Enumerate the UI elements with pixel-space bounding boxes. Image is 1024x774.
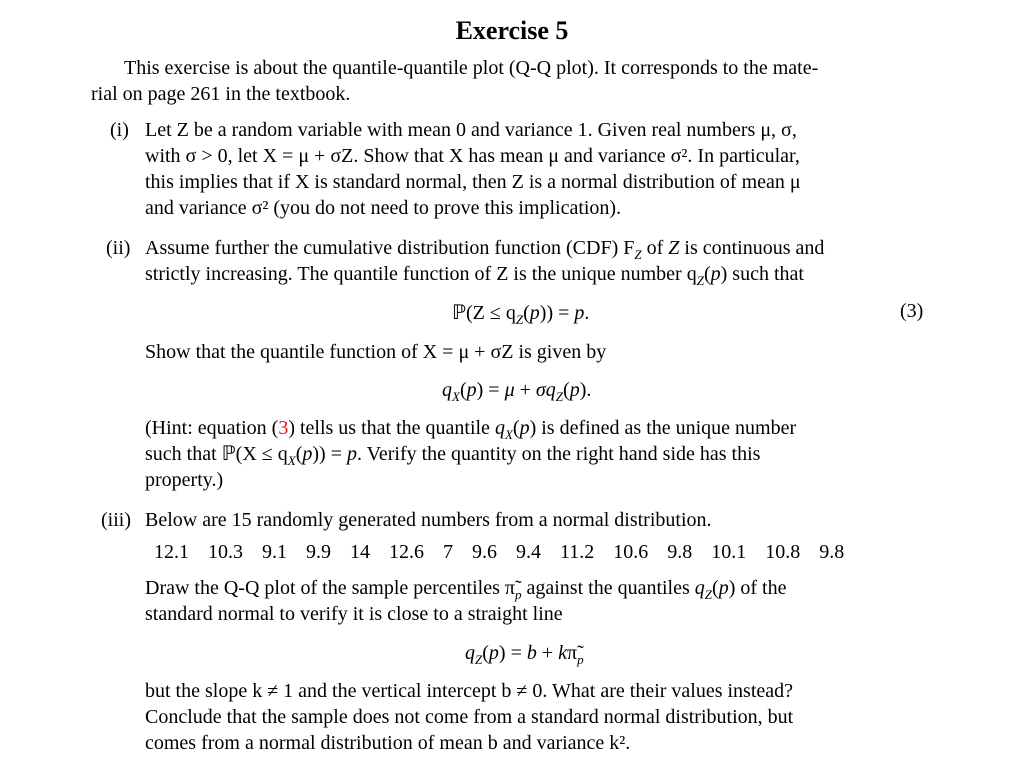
item-iii-intro: Below are 15 randomly generated numbers from a normal distribution. xyxy=(145,509,712,531)
sample-number: 9.8 xyxy=(819,541,845,563)
sample-number: 10.6 xyxy=(613,541,649,563)
intro-line-2: rial on page 261 in the textbook. xyxy=(91,83,351,105)
page-title: Exercise 5 xyxy=(455,16,569,45)
item-ii-line-1: Assume further the cumulative distribution function (CDF) $F_Z$ of Z is continuous and xyxy=(145,237,825,262)
equation-qx: $q_X(p) = \mu + \sigma q_Z(p)$. xyxy=(442,379,592,404)
item-ii-show-line: Show that the quantile function of X = μ + σZ is given by xyxy=(145,341,607,363)
item-iii-label: (iii) xyxy=(101,509,131,531)
item-iii-line-1: Draw the Q-Q plot of the sample percentiles $\pĩ_p$ against the quantiles $q_Z(p)$ of the xyxy=(145,577,787,602)
closing-line-3: comes from a normal distribution of mean b and variance k². xyxy=(145,732,631,754)
hint-line-1: (Hint: equation (3) tells us that the quantile $q_X(p)$ is defined as the unique number xyxy=(145,417,797,442)
intro-line-1: This exercise is about the quantile-quantile plot (Q-Q plot). It corresponds to the mate- xyxy=(124,57,819,79)
equation-number-3: (3) xyxy=(900,300,924,322)
equation-3: ℙ(Z ≤ $q_Z(p)) = p$. xyxy=(452,302,590,327)
sample-number: 12.1 xyxy=(154,541,189,563)
item-iii-line-2: standard normal to verify it is close to a straight line xyxy=(145,603,563,625)
hint-line-3: property.) xyxy=(145,469,224,491)
item-i-line-3: this implies that if X is standard normal, then Z is a normal distribution of mean μ xyxy=(145,171,801,193)
sample-number: 9.1 xyxy=(262,541,287,563)
sample-number: 9.4 xyxy=(516,541,541,563)
sample-number: 11.2 xyxy=(560,541,595,563)
sample-number: 10.1 xyxy=(711,541,747,563)
sample-number: 12.6 xyxy=(389,541,424,563)
sample-number: 10.3 xyxy=(208,541,243,563)
item-ii-label: (ii) xyxy=(106,237,131,259)
sample-number: 10.8 xyxy=(765,541,801,563)
closing-line-2: Conclude that the sample does not come from a standard normal distribution, but xyxy=(145,706,794,728)
sample-numbers xyxy=(154,541,863,564)
closing-line-1: but the slope k ≠ 1 and the vertical intercept b ≠ 0. What are their values instead? xyxy=(145,680,794,702)
hint-line-2: such that ℙ(X ≤ $q_X(p)) = p$. Verify the quantity on the right hand side has this xyxy=(145,443,761,468)
sample-number: 14 xyxy=(350,541,370,563)
sample-number: 7 xyxy=(443,541,453,563)
item-ii-line-2: strictly increasing. The quantile function of Z is the unique number $q_Z(p)$ such that xyxy=(145,263,804,288)
sample-number: 9.9 xyxy=(306,541,331,563)
item-i-line-2: with σ > 0, let X = μ + σZ. Show that X has mean μ and variance σ². In particular, xyxy=(145,145,800,167)
equation-line: $q_Z(p) = b$ + $k\pĩ_p$ xyxy=(465,642,584,667)
item-i-line-1: Let Z be a random variable with mean 0 and variance 1. Given real numbers μ, σ, xyxy=(145,119,797,141)
item-i-line-4: and variance σ² (you do not need to prove this implication). xyxy=(145,197,622,219)
equation-ref-link[interactable]: 3 xyxy=(278,417,289,439)
sample-number: 9.6 xyxy=(472,541,497,563)
sample-number: 9.8 xyxy=(667,541,693,563)
item-i-label: (i) xyxy=(110,119,129,141)
